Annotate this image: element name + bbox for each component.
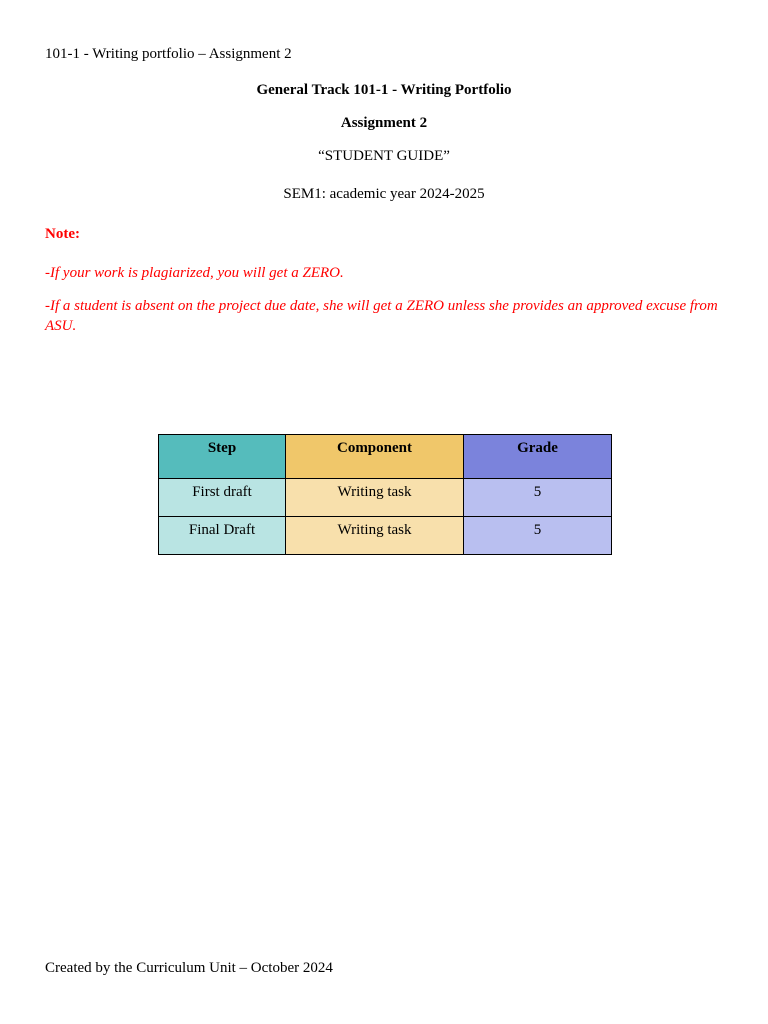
page-footer: Created by the Curriculum Unit – October 2024	[45, 960, 333, 976]
page-header: 101-1 - Writing portfolio – Assignment 2	[45, 46, 292, 62]
table-header-row	[159, 435, 612, 479]
cell-step: First draft	[159, 479, 286, 517]
table-row	[159, 479, 612, 517]
student-guide-label: “STUDENT GUIDE”	[318, 148, 450, 164]
cell-component: Writing task	[286, 517, 464, 555]
note-label: Note:	[45, 226, 80, 242]
note-absence: -If a student is absent on the project due date, she will get a ZERO unless she provides an approved excuse from ASU.	[45, 298, 718, 334]
cell-grade: 5	[464, 517, 612, 555]
header-grade: Grade	[464, 435, 612, 479]
document-title: General Track 101-1 - Writing Portfolio	[256, 82, 512, 98]
semester-line: SEM1: academic year 2024-2025	[283, 186, 485, 202]
grades-table	[158, 434, 612, 555]
note-plagiarism: -If your work is plagiarized, you will get a ZERO.	[45, 265, 344, 281]
cell-grade: 5	[464, 479, 612, 517]
cell-component: Writing task	[286, 479, 464, 517]
document-subtitle: Assignment 2	[340, 115, 428, 131]
header-step: Step	[159, 435, 286, 479]
cell-step: Final Draft	[159, 517, 286, 555]
table-row	[159, 517, 612, 555]
header-component: Component	[286, 435, 464, 479]
